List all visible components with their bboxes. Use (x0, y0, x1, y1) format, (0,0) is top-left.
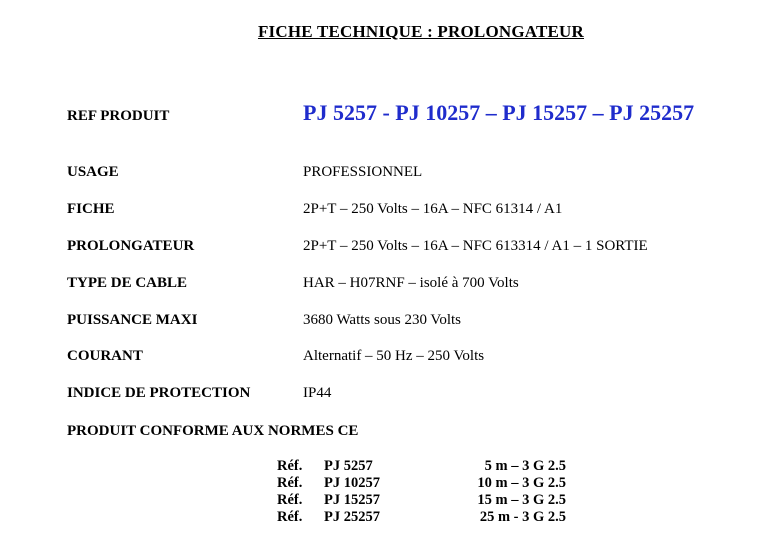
reference-row (0, 509, 784, 526)
reference-code: PJ 5257 (324, 458, 373, 474)
spec-label: PROLONGATEUR (67, 238, 195, 254)
spec-row-puissance (0, 312, 784, 336)
reference-spec: 15 m – 3 G 2.5 (477, 492, 566, 508)
ref-produit-value: PJ 5257 - PJ 10257 – PJ 15257 – PJ 25257 (303, 100, 695, 125)
spec-value: PROFESSIONNEL (303, 164, 423, 180)
reference-code: PJ 25257 (324, 509, 380, 525)
spec-row-courant (0, 348, 784, 372)
reference-list (0, 458, 784, 526)
reference-row (0, 475, 784, 492)
reference-code: PJ 15257 (324, 492, 380, 508)
spec-label: PUISSANCE MAXI (67, 312, 198, 328)
spec-row-fiche (0, 201, 784, 225)
spec-row-type-cable (0, 275, 784, 299)
spec-label: INDICE DE PROTECTION (67, 385, 251, 401)
reference-spec: 25 m - 3 G 2.5 (479, 509, 566, 525)
reference-prefix: Réf. (277, 492, 303, 508)
conformity-statement: PRODUIT CONFORME AUX NORMES CE (67, 423, 359, 439)
spec-row-protection (0, 385, 784, 409)
spec-value: 2P+T – 250 Volts – 16A – NFC 61314 / A1 (303, 201, 563, 217)
spec-label: USAGE (67, 164, 119, 180)
ref-produit-label: REF PRODUIT (67, 108, 170, 124)
spec-label: TYPE DE CABLE (67, 275, 188, 291)
spec-label: FICHE (67, 201, 115, 217)
reference-row (0, 492, 784, 509)
spec-value: HAR – H07RNF – isolé à 700 Volts (303, 275, 519, 291)
spec-value: 2P+T – 250 Volts – 16A – NFC 613314 / A1 – 1 SORTIE (303, 238, 648, 254)
reference-code: PJ 10257 (324, 475, 380, 491)
spec-value: IP44 (303, 385, 332, 401)
spec-label: COURANT (67, 348, 143, 364)
reference-prefix: Réf. (277, 509, 303, 525)
spec-value: 3680 Watts sous 230 Volts (303, 312, 461, 328)
spec-value: Alternatif – 50 Hz – 250 Volts (303, 348, 485, 364)
reference-prefix: Réf. (277, 475, 303, 491)
spec-row-prolongateur (0, 238, 784, 262)
reference-spec: 5 m – 3 G 2.5 (484, 458, 566, 474)
document-title: FICHE TECHNIQUE : PROLONGATEUR (257, 22, 585, 41)
reference-spec: 10 m – 3 G 2.5 (477, 475, 566, 491)
reference-prefix: Réf. (277, 458, 303, 474)
reference-row (0, 458, 784, 475)
spec-row-usage (0, 164, 784, 188)
